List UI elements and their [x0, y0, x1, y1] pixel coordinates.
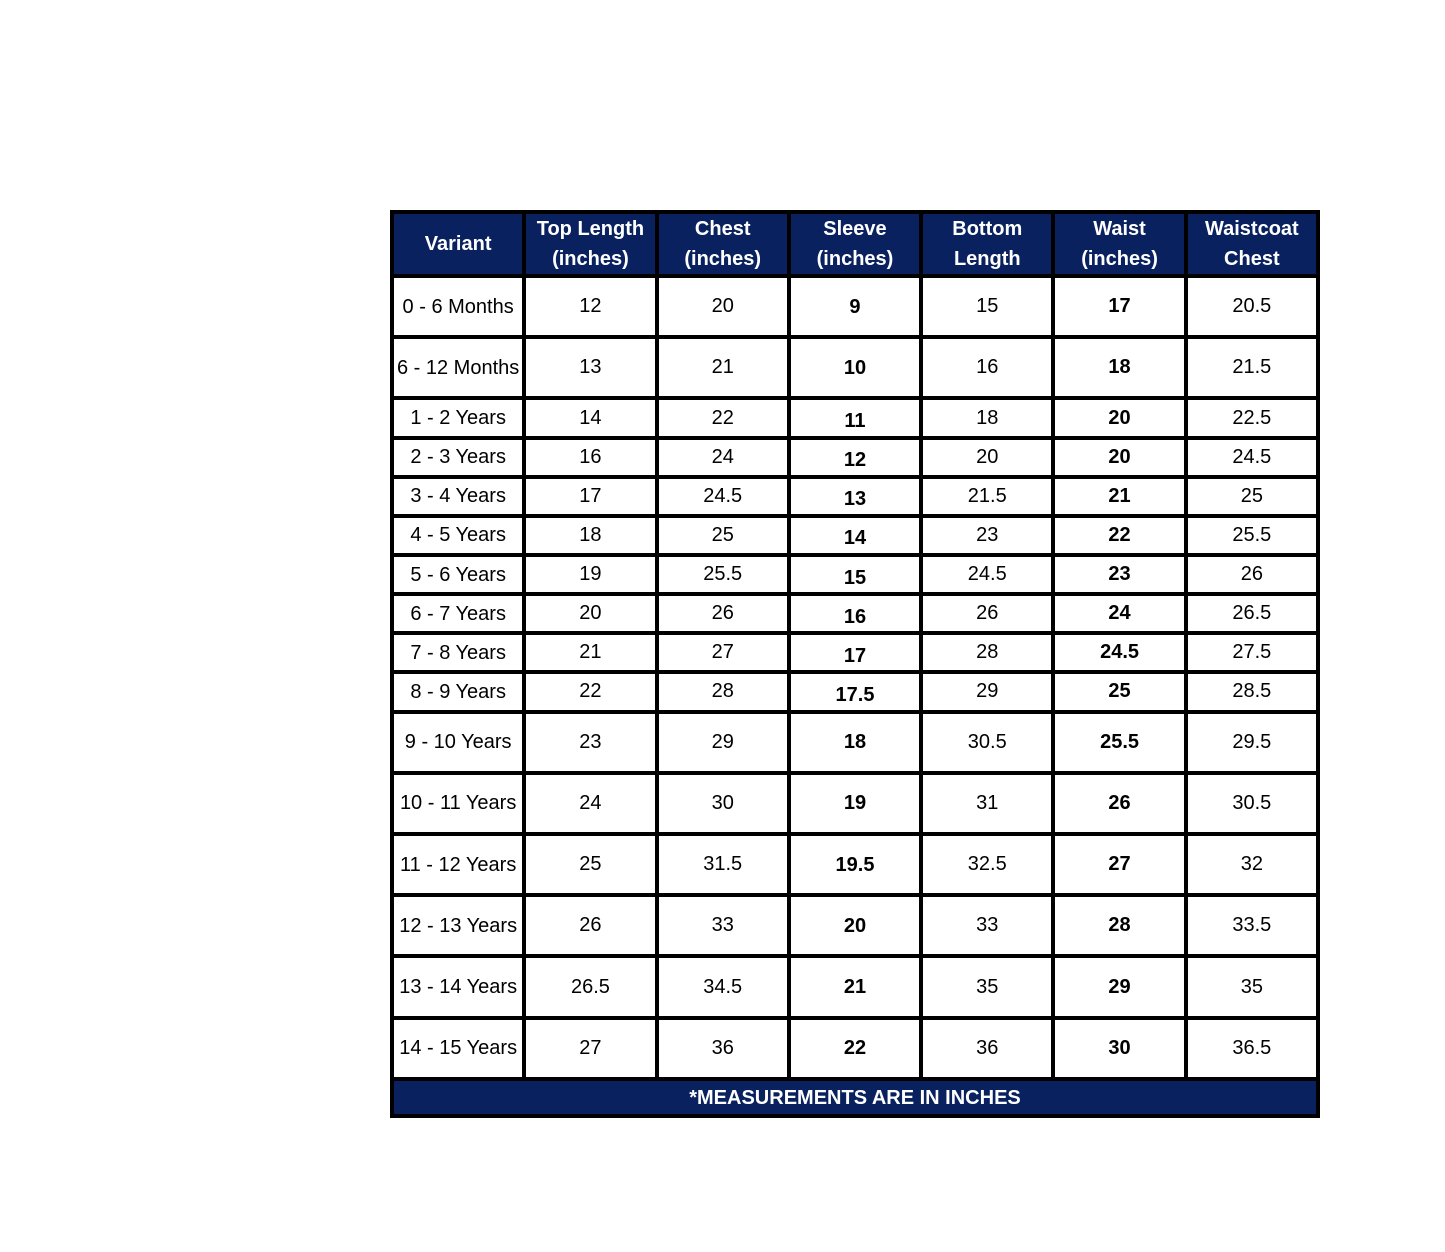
cell-variant: 11 - 12 Years [394, 836, 522, 893]
cell-sleeve: 9 [791, 278, 919, 335]
cell-waist: 20 [1055, 440, 1183, 475]
cell-chest: 33 [659, 897, 787, 954]
table-row [394, 958, 1316, 1015]
cell-chest: 29 [659, 714, 787, 771]
cell-variant: 8 - 9 Years [394, 674, 522, 709]
cell-waistcoat-chest: 24.5 [1188, 440, 1316, 475]
table-row [394, 635, 1316, 670]
cell-chest: 25 [659, 518, 787, 553]
cell-bottom-length: 30.5 [923, 714, 1051, 771]
cell-variant: 10 - 11 Years [394, 775, 522, 832]
cell-top-length: 19 [526, 557, 654, 592]
cell-bottom-length: 29 [923, 674, 1051, 709]
cell-variant: 4 - 5 Years [394, 518, 522, 553]
cell-top-length: 20 [526, 596, 654, 631]
cell-variant: 6 - 12 Months [394, 339, 522, 396]
cell-variant: 3 - 4 Years [394, 479, 522, 514]
table-row [394, 400, 1316, 435]
cell-bottom-length: 35 [923, 958, 1051, 1015]
cell-waistcoat-chest: 35 [1188, 958, 1316, 1015]
cell-waistcoat-chest: 26 [1188, 557, 1316, 592]
cell-waist: 20 [1055, 400, 1183, 435]
cell-sleeve: 10 [791, 339, 919, 396]
header-bottom-length: Bottom Length [923, 214, 1051, 274]
cell-chest: 31.5 [659, 836, 787, 893]
cell-bottom-length: 18 [923, 400, 1051, 435]
cell-waistcoat-chest: 25 [1188, 479, 1316, 514]
cell-top-length: 23 [526, 714, 654, 771]
cell-variant: 1 - 2 Years [394, 400, 522, 435]
cell-sleeve: 12 [791, 440, 919, 475]
table-row [394, 897, 1316, 954]
cell-bottom-length: 32.5 [923, 836, 1051, 893]
table-row [394, 557, 1316, 592]
cell-waistcoat-chest: 33.5 [1188, 897, 1316, 954]
cell-sleeve: 16 [791, 596, 919, 631]
table-row [394, 674, 1316, 709]
cell-waistcoat-chest: 32 [1188, 836, 1316, 893]
table-row [394, 518, 1316, 553]
cell-waistcoat-chest: 27.5 [1188, 635, 1316, 670]
cell-waistcoat-chest: 29.5 [1188, 714, 1316, 771]
cell-variant: 13 - 14 Years [394, 958, 522, 1015]
table-row [394, 1020, 1316, 1077]
cell-bottom-length: 23 [923, 518, 1051, 553]
cell-variant: 5 - 6 Years [394, 557, 522, 592]
cell-bottom-length: 26 [923, 596, 1051, 631]
cell-sleeve: 19.5 [791, 836, 919, 893]
cell-top-length: 27 [526, 1020, 654, 1077]
cell-sleeve: 21 [791, 958, 919, 1015]
cell-chest: 22 [659, 400, 787, 435]
cell-waist: 27 [1055, 836, 1183, 893]
cell-bottom-length: 31 [923, 775, 1051, 832]
cell-variant: 12 - 13 Years [394, 897, 522, 954]
cell-waist: 25.5 [1055, 714, 1183, 771]
header-row [394, 214, 1316, 274]
cell-waist: 21 [1055, 479, 1183, 514]
cell-waist: 17 [1055, 278, 1183, 335]
cell-top-length: 13 [526, 339, 654, 396]
cell-waistcoat-chest: 22.5 [1188, 400, 1316, 435]
cell-chest: 21 [659, 339, 787, 396]
cell-chest: 25.5 [659, 557, 787, 592]
cell-waist: 24.5 [1055, 635, 1183, 670]
cell-bottom-length: 33 [923, 897, 1051, 954]
cell-top-length: 22 [526, 674, 654, 709]
cell-chest: 20 [659, 278, 787, 335]
table-row [394, 479, 1316, 514]
cell-sleeve: 22 [791, 1020, 919, 1077]
cell-top-length: 21 [526, 635, 654, 670]
cell-top-length: 14 [526, 400, 654, 435]
cell-bottom-length: 20 [923, 440, 1051, 475]
size-table [390, 210, 1320, 1118]
cell-waistcoat-chest: 21.5 [1188, 339, 1316, 396]
footer-row [394, 1081, 1316, 1114]
cell-variant: 6 - 7 Years [394, 596, 522, 631]
cell-waistcoat-chest: 30.5 [1188, 775, 1316, 832]
cell-top-length: 18 [526, 518, 654, 553]
cell-variant: 2 - 3 Years [394, 440, 522, 475]
cell-waist: 23 [1055, 557, 1183, 592]
cell-top-length: 26.5 [526, 958, 654, 1015]
cell-waistcoat-chest: 26.5 [1188, 596, 1316, 631]
cell-sleeve: 17.5 [791, 674, 919, 709]
table-row [394, 339, 1316, 396]
cell-sleeve: 14 [791, 518, 919, 553]
cell-sleeve: 13 [791, 479, 919, 514]
header-chest: Chest (inches) [659, 214, 787, 274]
cell-waist: 30 [1055, 1020, 1183, 1077]
header-variant: Variant [394, 214, 522, 274]
header-sleeve: Sleeve (inches) [791, 214, 919, 274]
cell-waistcoat-chest: 28.5 [1188, 674, 1316, 709]
cell-waistcoat-chest: 20.5 [1188, 278, 1316, 335]
cell-bottom-length: 16 [923, 339, 1051, 396]
cell-top-length: 26 [526, 897, 654, 954]
cell-sleeve: 11 [791, 400, 919, 435]
cell-sleeve: 17 [791, 635, 919, 670]
cell-waist: 25 [1055, 674, 1183, 709]
cell-top-length: 24 [526, 775, 654, 832]
cell-chest: 30 [659, 775, 787, 832]
cell-chest: 26 [659, 596, 787, 631]
cell-sleeve: 15 [791, 557, 919, 592]
cell-chest: 24 [659, 440, 787, 475]
header-top-length: Top Length (inches) [526, 214, 654, 274]
cell-top-length: 12 [526, 278, 654, 335]
cell-waist: 28 [1055, 897, 1183, 954]
cell-variant: 7 - 8 Years [394, 635, 522, 670]
cell-top-length: 16 [526, 440, 654, 475]
table-row [394, 836, 1316, 893]
cell-chest: 27 [659, 635, 787, 670]
table-row [394, 596, 1316, 631]
cell-waistcoat-chest: 36.5 [1188, 1020, 1316, 1077]
cell-waist: 29 [1055, 958, 1183, 1015]
cell-bottom-length: 28 [923, 635, 1051, 670]
cell-variant: 14 - 15 Years [394, 1020, 522, 1077]
table-row [394, 278, 1316, 335]
cell-sleeve: 20 [791, 897, 919, 954]
cell-sleeve: 18 [791, 714, 919, 771]
cell-waist: 24 [1055, 596, 1183, 631]
table-body [394, 278, 1316, 1077]
cell-variant: 0 - 6 Months [394, 278, 522, 335]
header-waistcoat-chest: Waistcoat Chest [1188, 214, 1316, 274]
cell-bottom-length: 24.5 [923, 557, 1051, 592]
cell-bottom-length: 15 [923, 278, 1051, 335]
cell-bottom-length: 36 [923, 1020, 1051, 1077]
cell-top-length: 17 [526, 479, 654, 514]
cell-chest: 28 [659, 674, 787, 709]
cell-waistcoat-chest: 25.5 [1188, 518, 1316, 553]
cell-waist: 18 [1055, 339, 1183, 396]
footer-note: *MEASUREMENTS ARE IN INCHES [394, 1081, 1316, 1114]
cell-chest: 36 [659, 1020, 787, 1077]
cell-top-length: 25 [526, 836, 654, 893]
table-row [394, 714, 1316, 771]
cell-sleeve: 19 [791, 775, 919, 832]
cell-chest: 24.5 [659, 479, 787, 514]
cell-waist: 26 [1055, 775, 1183, 832]
table-row [394, 440, 1316, 475]
cell-waist: 22 [1055, 518, 1183, 553]
cell-chest: 34.5 [659, 958, 787, 1015]
size-chart [390, 210, 1320, 1118]
cell-variant: 9 - 10 Years [394, 714, 522, 771]
header-waist: Waist (inches) [1055, 214, 1183, 274]
table-row [394, 775, 1316, 832]
cell-bottom-length: 21.5 [923, 479, 1051, 514]
